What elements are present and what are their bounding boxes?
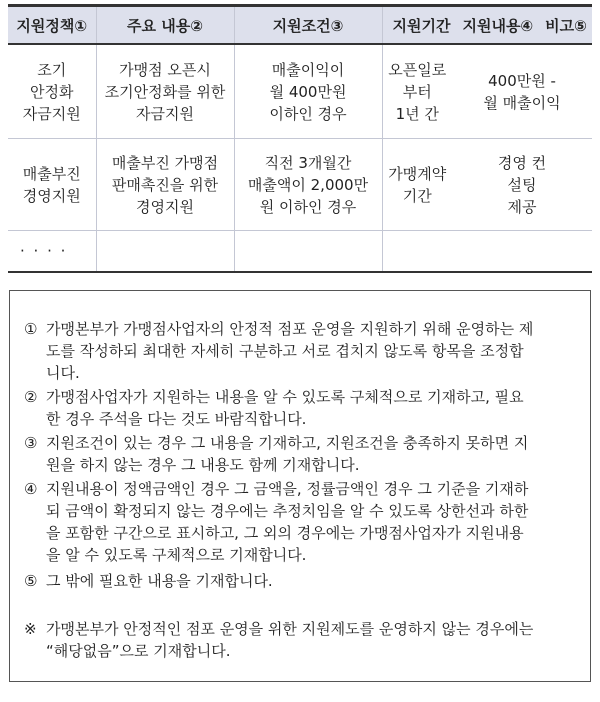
cell-policy: 조기 안정화 자금지원 — [8, 44, 96, 139]
note-item-2 — [24, 386, 584, 430]
cell-content: 매출부진 가맹점 판매촉진을 위한 경영지원 — [96, 139, 234, 231]
table-row — [8, 139, 592, 231]
note-item-4 — [24, 478, 584, 566]
header-condition: 지원조건③ — [234, 6, 382, 45]
note-marker: ② — [24, 388, 38, 406]
note-text: 지원조건이 있는 경우 그 내용을 기재하고, 지원조건을 충족하지 못하면 지 원을 하지 않는 경우 그 내용도 함께 기재합니다. — [46, 434, 529, 474]
header-period: 지원기간 — [392, 16, 451, 35]
cell-policy: 매출부진 경영지원 — [8, 139, 96, 231]
note-marker: ⑤ — [24, 572, 38, 590]
note-text: 가맹점사업자가 지원하는 내용을 알 수 있도록 구체적으로 기재하고, 필요 한 경우 주석을 다는 것도 바람직합니다. — [46, 388, 524, 428]
header-policy: 지원정책① — [8, 6, 96, 45]
header-detail: 지원내용④ — [462, 16, 534, 35]
note-item-asterisk — [24, 618, 584, 662]
cell-detail: 경영 컨 설팅 제공 — [452, 139, 592, 231]
header-remark: 비고⑤ — [545, 16, 587, 35]
cell-condition: 직전 3개월간 매출액이 2,000만 원 이하인 경우 — [234, 139, 382, 231]
note-text: 가맹본부가 가맹점사업자의 안정적 점포 운영을 지원하기 위해 운영하는 제 도를 작성하되 최대한 자세히 구분하고 서로 겹치지 않도록 항목을 조정합 니다. — [46, 320, 534, 382]
cell-empty — [452, 231, 592, 273]
instructions-box — [9, 290, 591, 682]
note-marker: ④ — [24, 480, 38, 498]
note-item-3 — [24, 432, 584, 476]
table-row — [8, 231, 592, 273]
cell-detail: 400만원 - 월 매출이익 — [452, 44, 592, 139]
cell-period: 가맹계약 기간 — [382, 139, 452, 231]
note-item-1 — [24, 318, 584, 384]
note-text: 가맹본부가 안정적인 점포 운영을 위한 지원제도를 운영하지 않는 경우에는 “해당없음”으로 기재합니다. — [46, 620, 534, 660]
table-row — [8, 44, 592, 139]
note-text: 지원내용이 정액금액인 경우 그 금액을, 정률금액인 경우 그 기준을 기재하 되 금액이 확정되지 않는 경우에는 추정치임을 알 수 있도록 상한선과 하한 을 포함한 구간으로 표시하고, 그 외의 경우에는 가맹점사업자가 지원내용 을 알 수 있도록 구체적으로 기재합니다. — [46, 480, 529, 564]
cell-empty — [234, 231, 382, 273]
note-item-5 — [24, 570, 584, 592]
cell-empty — [382, 231, 452, 273]
note-marker: ※ — [24, 620, 37, 638]
cell-ellipsis: · · · · — [8, 231, 96, 273]
cell-period: 오픈일로 부터 1년 간 — [382, 44, 452, 139]
table-header-row — [8, 6, 592, 45]
cell-condition: 매출이익이 월 400만원 이하인 경우 — [234, 44, 382, 139]
note-text: 그 밖에 필요한 내용을 기재합니다. — [46, 572, 273, 590]
cell-content: 가맹점 오픈시 조기안정화를 위한 자금지원 — [96, 44, 234, 139]
support-policy-table — [8, 4, 592, 273]
cell-empty — [96, 231, 234, 273]
header-content: 주요 내용② — [96, 6, 234, 45]
note-marker: ③ — [24, 434, 38, 452]
header-period-detail-remark — [382, 6, 592, 45]
note-marker: ① — [24, 320, 38, 338]
